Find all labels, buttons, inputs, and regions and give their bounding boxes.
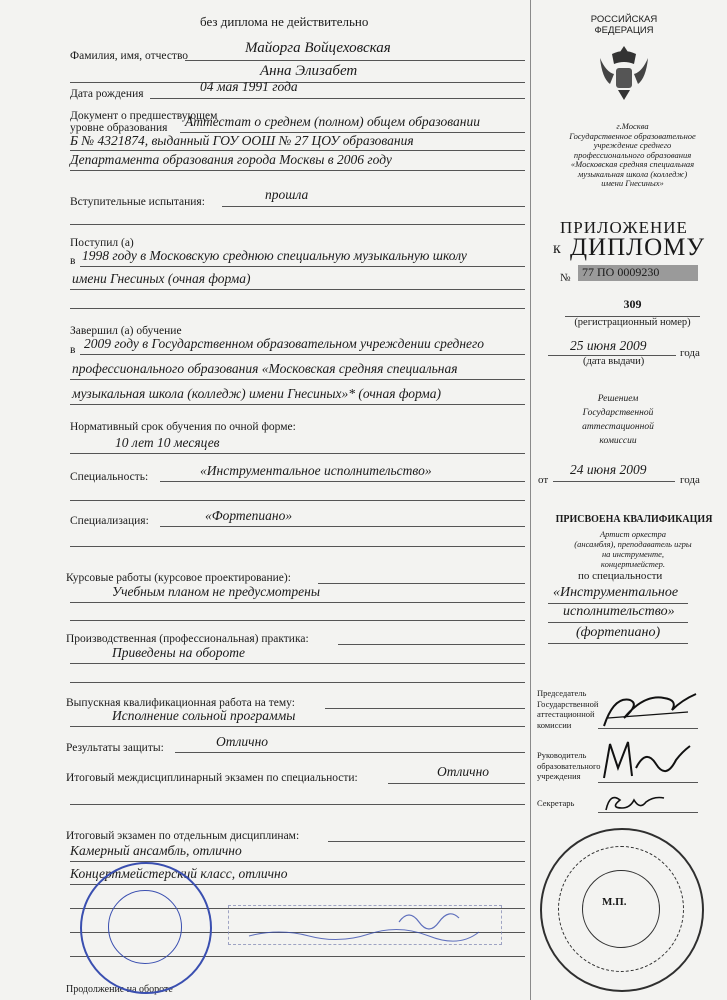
rule <box>328 841 525 842</box>
name-line2: Анна Элизабет <box>260 63 358 79</box>
issue-caption: (дата выдачи) <box>583 356 645 367</box>
rule <box>548 622 688 623</box>
inst-line3: учреждение среднего <box>593 140 672 150</box>
validity-notice: без диплома не действительно <box>200 14 369 29</box>
rule <box>70 453 525 454</box>
rule <box>160 526 525 527</box>
rule <box>338 644 525 645</box>
dob-label: Дата рождения <box>70 88 144 100</box>
disc-exam-line1: Камерный ансамбль, отлично <box>70 843 242 858</box>
rule <box>598 782 698 783</box>
country-line2: ФЕДЕРАЦИЯ <box>594 25 654 36</box>
rule <box>70 804 525 805</box>
rectangular-stamp <box>228 905 502 945</box>
head-line2: образовательного <box>537 760 601 771</box>
rule <box>598 728 698 729</box>
final-exam-value: Отлично <box>437 764 490 779</box>
decision-line3: аттестационной <box>582 422 654 432</box>
defense-label: Результаты защиты: <box>66 742 164 754</box>
rule <box>150 98 525 99</box>
diploma-number: 77 ПО 0009230 <box>578 265 698 281</box>
entrance-value: прошла <box>265 187 309 202</box>
rule <box>175 752 525 753</box>
head-signature-icon <box>596 738 696 784</box>
rule <box>553 481 675 482</box>
rule <box>70 682 525 683</box>
completed-label: Завершил (а) обучение <box>70 325 182 337</box>
rule <box>70 602 525 603</box>
inst-line2: Государственное образовательное <box>569 130 696 141</box>
qual-line2: (ансамбля), преподаватель игры <box>574 539 692 549</box>
duration-label: Нормативный срок обучения по очной форме: <box>70 421 296 433</box>
rule <box>70 308 525 309</box>
country-line1: РОССИЙСКАЯ <box>590 14 658 25</box>
rule <box>80 266 525 267</box>
specialty-line2: исполнительство» <box>563 604 675 619</box>
rule <box>80 354 525 355</box>
defense-value: Отлично <box>216 734 269 749</box>
specialty-label: Специальность: <box>70 471 149 483</box>
enrolled-label: Поступил (а) <box>70 237 134 249</box>
reg-caption: (регистрационный номер) <box>574 317 691 328</box>
entrance-label: Вступительные испытания: <box>70 196 205 208</box>
disc-exam-label: Итоговый экзамен по отдельным дисциплинам: <box>66 830 300 842</box>
duration-value: 10 лет 10 месяцев <box>115 435 220 450</box>
completed-line2: профессионального образования «Московская средняя специальная <box>72 361 458 376</box>
inst-line7: имени Гнесиных» <box>601 178 664 188</box>
reg-number: 309 <box>623 297 642 311</box>
inst-line1: г.Москва <box>616 121 649 131</box>
continued-note: Продолжение на обороте <box>66 984 173 995</box>
issue-year-word: года <box>680 347 700 359</box>
by-specialty-label: по специальности <box>578 570 663 582</box>
rule <box>185 60 525 61</box>
qual-line4: концертмейстер. <box>600 559 666 569</box>
head-line1: Руководитель <box>537 750 587 760</box>
secretary-label: Секретарь <box>537 798 575 808</box>
rule <box>70 170 525 171</box>
seal-mp-label: М.П. <box>602 896 627 908</box>
chair-line3: аттестационной <box>537 709 595 719</box>
qualification-title: ПРИСВОЕНА КВАЛИФИКАЦИЯ <box>555 514 713 525</box>
rule <box>318 583 525 584</box>
rule <box>325 708 525 709</box>
practice-value: Приведены на обороте <box>112 645 245 660</box>
completed-line3: музыкальная школа (колледж) имени Гнесиных»* (очная форма) <box>72 386 441 401</box>
rule <box>388 783 525 784</box>
decision-year-word: года <box>680 474 700 486</box>
rule <box>70 500 525 501</box>
coursework-label: Курсовые работы (курсовое проектирование): <box>66 572 291 584</box>
practice-label: Производственная (профессиональная) практика: <box>66 633 309 645</box>
name-line1: Майорга Войцеховская <box>245 40 391 56</box>
rule <box>70 379 525 380</box>
name-label: Фамилия, имя, отчество <box>70 50 189 62</box>
specialty-line1: «Инструментальное <box>553 585 679 600</box>
column-divider <box>530 0 531 1000</box>
number-sign: № <box>560 272 571 284</box>
chair-line1: Председатель <box>537 688 587 698</box>
specialization-label: Специализация: <box>70 515 149 527</box>
rule <box>70 663 525 664</box>
rule <box>70 150 525 151</box>
chair-line2: Государственной <box>537 698 599 709</box>
enrolled-line2: имени Гнесиных (очная форма) <box>72 271 251 286</box>
diploma-title: ДИПЛОМУ <box>570 234 706 261</box>
inst-line6: музыкальная школа (колледж) <box>577 168 688 179</box>
coursework-value: Учебным планом не предусмотрены <box>112 584 320 599</box>
from-word: от <box>538 474 549 486</box>
blue-round-seal <box>80 862 212 994</box>
rule <box>548 643 688 644</box>
inst-line4: профессионального образования <box>573 149 692 160</box>
specialty-line3: (фортепиано) <box>576 625 661 640</box>
coat-of-arms-icon <box>592 40 656 104</box>
to-prefix: к <box>553 240 561 257</box>
rule <box>70 726 525 727</box>
handwriting-squiggle-icon <box>229 906 501 944</box>
qual-line3: на инструменте, <box>601 549 665 559</box>
qual-line1: Артист оркестра <box>599 529 667 539</box>
prev-doc-line1: Аттестат о среднем (полном) общем образовании <box>185 114 480 129</box>
prev-doc-line3: Департамента образования города Москвы в 2006 году <box>70 152 392 167</box>
rule <box>70 224 525 225</box>
rule <box>70 620 525 621</box>
rule <box>598 812 698 813</box>
chair-signature-icon <box>598 688 698 732</box>
decision-line2: Государственной <box>582 408 654 418</box>
thesis-label: Выпускная квалификационная работа на тему: <box>66 697 295 709</box>
chair-line4: комиссии <box>537 719 572 730</box>
enrolled-prefix: в <box>70 255 76 267</box>
rule <box>70 546 525 547</box>
institution-round-seal <box>540 828 704 992</box>
decision-line1: Решением <box>597 394 639 404</box>
issue-date: 25 июня 2009 <box>570 338 647 353</box>
rule <box>160 481 525 482</box>
prev-doc-line2: Б № 4321874, выданный ГОУ ООШ № 27 ЦОУ образования <box>70 133 414 148</box>
disc-exam-line2: Концертмейстерский класс, отлично <box>70 866 288 881</box>
thesis-value: Исполнение сольной программы <box>112 708 296 723</box>
completed-line1: 2009 году в Государственном образовательном учреждении среднего <box>84 336 485 351</box>
rule <box>70 289 525 290</box>
dob-value: 04 мая 1991 года <box>200 79 298 94</box>
completed-prefix: в <box>70 344 76 356</box>
enrolled-line1: 1998 году в Московскую среднюю специальную музыкальную школу <box>82 248 467 263</box>
inst-line5: «Московская средняя специальная <box>570 159 695 169</box>
rule <box>222 206 525 207</box>
final-exam-label: Итоговый междисциплинарный экзамен по специальности: <box>66 772 358 784</box>
specialty-value: «Инструментальное исполнительство» <box>200 463 432 478</box>
specialization-value: «Фортепиано» <box>205 508 293 523</box>
decision-line4: комиссии <box>599 436 637 446</box>
prev-doc-label1: Документ о предшествующем <box>70 110 218 122</box>
head-line3: учреждения <box>537 771 581 781</box>
appendix-title: ПРИЛОЖЕНИЕ <box>560 218 688 237</box>
rule <box>70 404 525 405</box>
decision-date: 24 июня 2009 <box>570 462 647 477</box>
prev-doc-label2: уровне образования <box>70 122 168 134</box>
